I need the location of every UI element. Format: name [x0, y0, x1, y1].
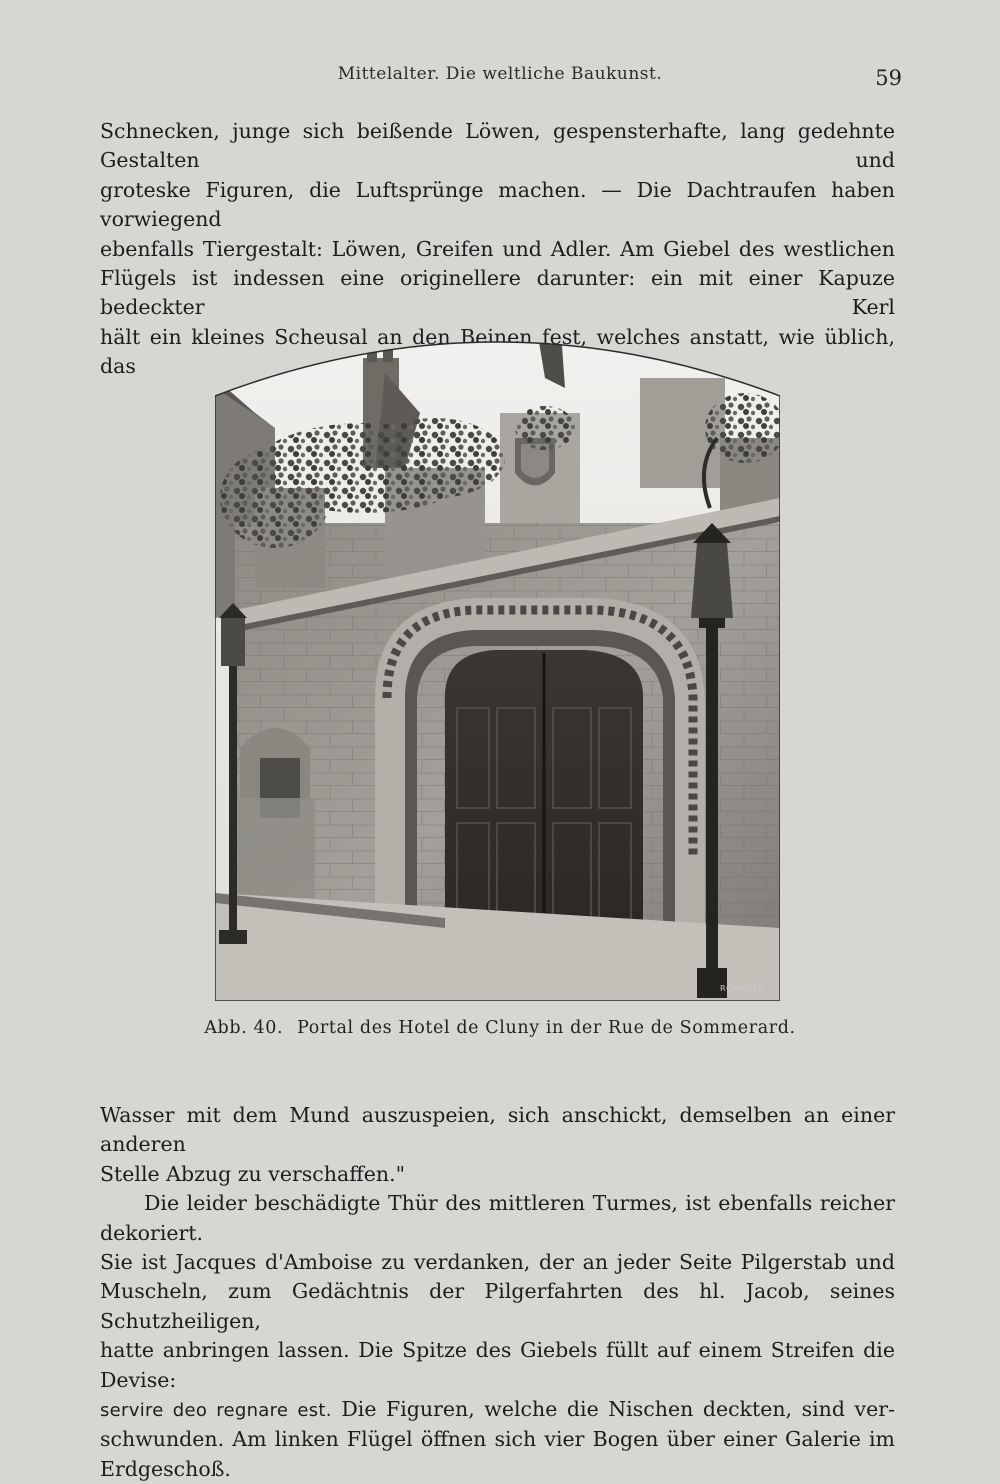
portal-photo-illustration — [215, 318, 780, 1001]
text-line: hält ein kleines Scheusal an den Beinen fest, welches anstatt, wie üblich, das — [100, 324, 895, 379]
text-line: Erdgeschoß. — [100, 1456, 231, 1481]
page-number: 59 — [875, 66, 902, 90]
text-span: Die Figuren, welche die Nischen deckten, sind ver- — [341, 1397, 895, 1422]
running-head — [0, 62, 1000, 92]
caption-text: Portal des Hotel de Cluny in der Rue de Sommerard. — [297, 1018, 796, 1038]
text-line: Wasser mit dem Mund auszuspeien, sich anschickt, demselben an einer anderen — [100, 1103, 895, 1157]
text-line: hatte anbringen lassen. Die Spitze des Giebels füllt auf einem Streifen die Devise: — [100, 1338, 895, 1392]
text-line: Sie ist Jacques d'Amboise zu verdanken, der an jeder Seite Pilgerstab und — [100, 1250, 895, 1275]
text-line: Schnecken, junge sich beißende Löwen, gespensterhafte, lang gedehnte Gestalten und — [100, 119, 895, 173]
text-line: Die leider beschädigte Thür des mittleren Turmes, ist ebenfalls reicher dekoriert. — [100, 1191, 895, 1245]
bottom-text — [100, 1101, 895, 1484]
running-title: Mittelalter. Die weltliche Baukunst. — [337, 64, 663, 84]
text-line: Muscheln, zum Gedächtnis der Pilgerfahrten des hl. Jacob, seines Schutzheiligen, — [100, 1279, 895, 1333]
photo-credit: RÖMMLER — [720, 984, 765, 993]
text-line: groteske Figuren, die Luftsprünge machen. — Die Dachtraufen haben vorwiegend — [100, 177, 895, 232]
text-line: Stelle Abzug zu verschaffen." — [100, 1161, 406, 1186]
latin-motto: servire deo regnare est. — [100, 1400, 332, 1422]
text-line: Flügels ist indessen eine originellere darunter: ein mit einer Kapuze bedeckter Kerl — [100, 266, 895, 320]
text-line: ebenfalls Tiergestalt: Löwen, Greifen und Adler. Am Giebel des westlichen — [100, 236, 895, 261]
portal-photograph — [215, 318, 780, 1001]
figure-label: Abb. 40. — [204, 1018, 284, 1038]
text-line: schwunden. Am linken Flügel öffnen sich vier Bogen über einer Galerie im — [100, 1427, 895, 1452]
figure-caption — [0, 1018, 1000, 1038]
text-line — [100, 1395, 895, 1425]
